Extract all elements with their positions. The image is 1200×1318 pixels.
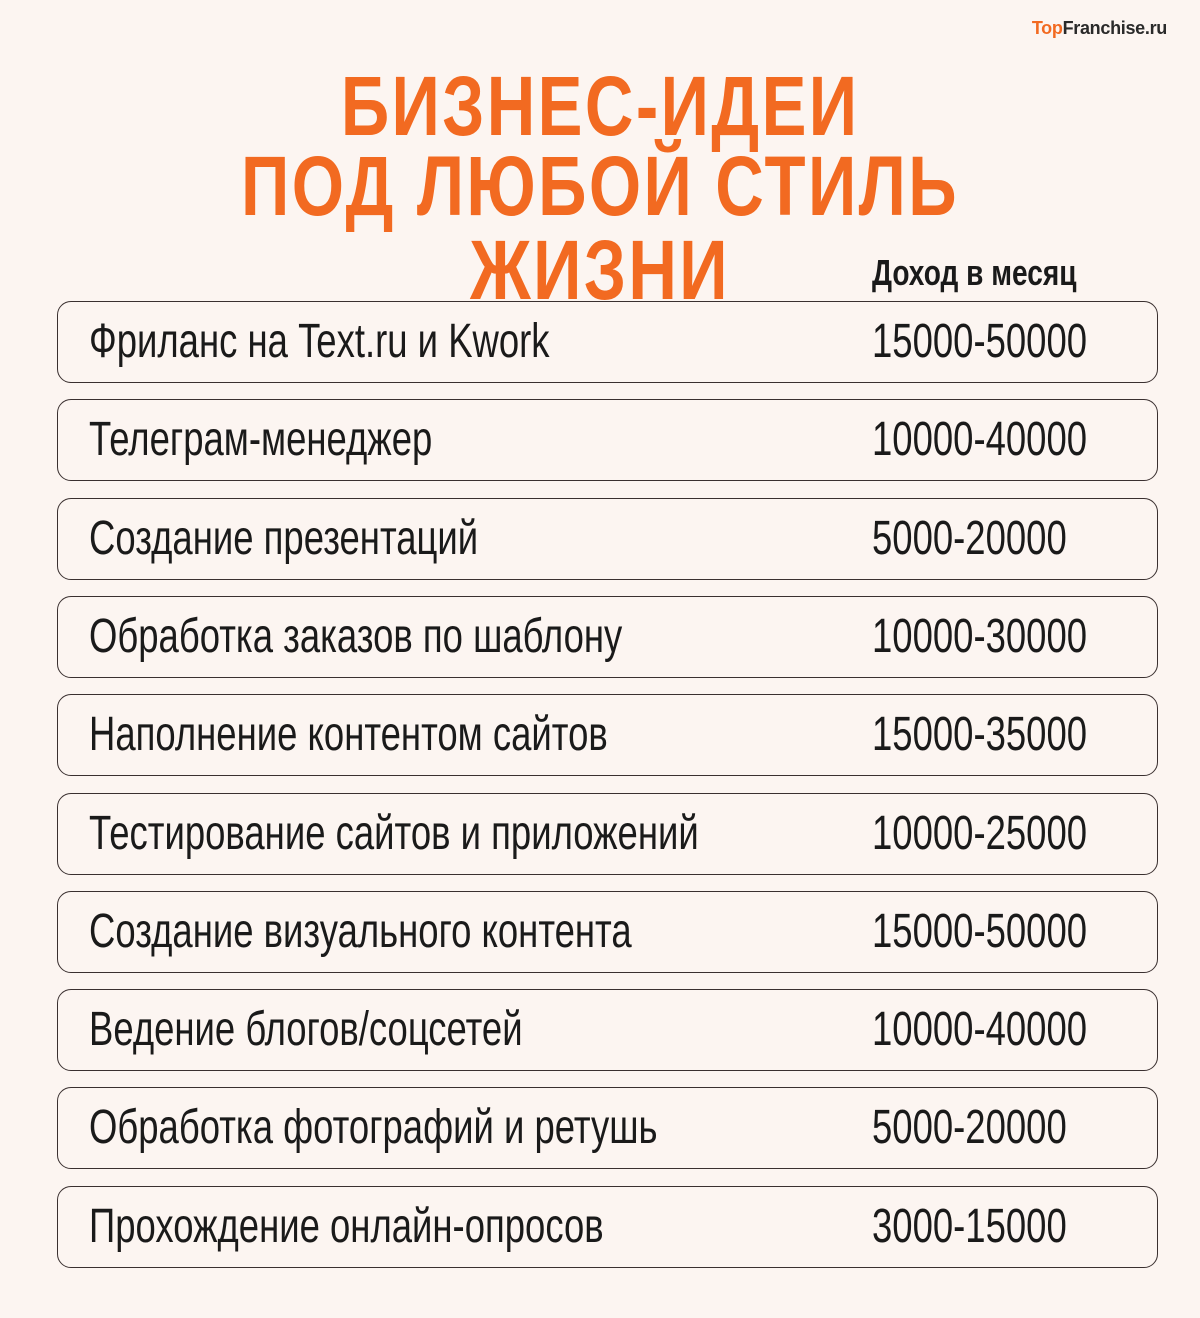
income-column-header: Доход в месяц: [872, 252, 1077, 293]
idea-income: 5000-20000: [872, 1101, 1067, 1155]
table-row: [57, 399, 1158, 481]
idea-income: 10000-30000: [872, 609, 1088, 663]
table-row: [57, 301, 1158, 383]
title-line-1: БИЗНЕС-ИДЕИ: [340, 59, 860, 153]
idea-income: 5000-20000: [872, 511, 1067, 565]
idea-name: Наполнение контентом сайтов: [89, 708, 608, 762]
title-line-2: ПОД ЛЮБОЙ СТИЛЬ ЖИЗНИ: [241, 139, 959, 317]
logo: TopFranchise.ru: [1031, 18, 1167, 38]
table-row: [57, 793, 1158, 875]
idea-income: 10000-40000: [872, 1003, 1088, 1057]
idea-name: Ведение блогов/соцсетей: [89, 1003, 523, 1057]
idea-income: 3000-15000: [872, 1199, 1067, 1253]
table-row: [57, 891, 1158, 973]
idea-income: 15000-35000: [872, 708, 1088, 762]
idea-name: Прохождение онлайн-опросов: [89, 1199, 604, 1253]
idea-name: Тестирование сайтов и приложений: [89, 806, 699, 860]
idea-income: 10000-40000: [872, 413, 1088, 467]
idea-name: Обработка заказов по шаблону: [89, 609, 623, 663]
table-row: [57, 596, 1158, 678]
idea-name: Обработка фотографий и ретушь: [89, 1101, 658, 1155]
table-row: [57, 1186, 1158, 1268]
idea-name: Создание презентаций: [89, 511, 479, 565]
idea-income: 15000-50000: [872, 315, 1088, 368]
idea-income: 15000-50000: [872, 904, 1088, 958]
table-row: [57, 989, 1158, 1071]
idea-income: 10000-25000: [872, 806, 1088, 860]
idea-name: Создание визуального контента: [89, 904, 632, 958]
table-row: [57, 498, 1158, 580]
table-row: [57, 694, 1158, 776]
table-row: [57, 1087, 1158, 1169]
idea-name: Фриланс на Text.ru и Kwork: [89, 315, 550, 368]
idea-name: Телеграм-менеджер: [89, 413, 433, 467]
